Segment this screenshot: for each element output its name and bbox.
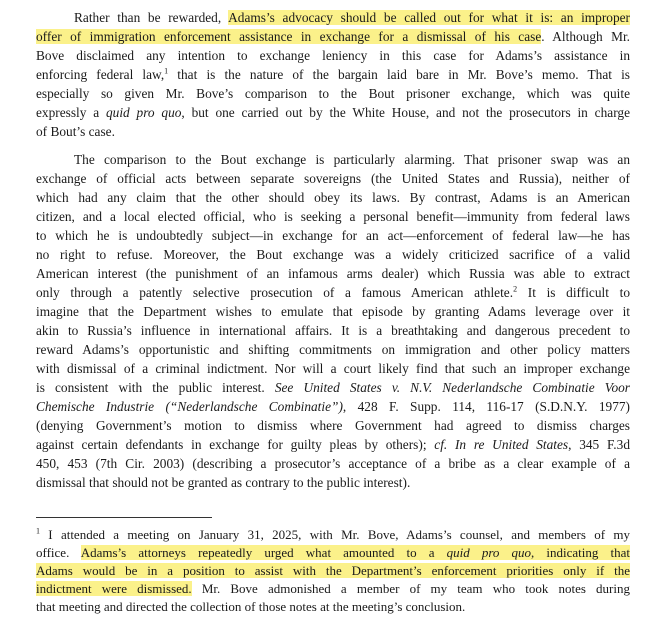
text-run: Mr. Bove admonished a member of my team who took notes during <box>191 581 630 596</box>
footnote-1-line-1 <box>36 526 630 544</box>
paragraph-1-line-6 <box>36 104 630 122</box>
text-run: , 345 F.3d <box>568 437 630 452</box>
paragraph-2-line-18 <box>36 474 630 492</box>
paragraph-2-line-7 <box>36 265 630 283</box>
footnote-separator <box>36 517 212 518</box>
text-run: , but one carried out by the White House, and not the prosecutors in charge <box>181 105 630 120</box>
paragraph-1-line-7 <box>36 123 630 141</box>
text-run: enforcing federal law, <box>36 67 165 82</box>
paragraph-2-line-13 <box>36 379 630 397</box>
paragraph-2-line-4 <box>36 208 630 226</box>
text-run: only through a patently selective prosecution of a famous American athlete. <box>36 285 514 300</box>
paragraph-2-line-5 <box>36 227 630 245</box>
footnote-1-line-5 <box>36 598 630 616</box>
footnote-ref: 2 <box>513 284 518 294</box>
text-run: Rather than be rewarded, <box>74 10 229 25</box>
highlighted-text: indictment were dismissed. <box>36 581 192 596</box>
paragraph-2-line-17 <box>36 455 630 473</box>
text-run: Adams’s attorneys repeatedly urged what amounted to a <box>80 545 447 560</box>
text-run: imagine that the Department wishes to emulate that episode by granting Adams leverage over it <box>36 304 630 319</box>
text-run: The comparison to the Bout exchange is particularly alarming. That prisoner swap was an <box>74 152 630 167</box>
footnote-1-line-2 <box>36 544 630 562</box>
footnote-marker: 1 <box>36 526 40 536</box>
text-run: , 428 F. Supp. 114, 116-17 (S.D.N.Y. 1977) <box>342 399 630 414</box>
text-run: no right to refuse. Moreover, the Bout exchange was a widely criticized sacrifice of a valid <box>36 247 630 262</box>
italic-text: cf. In re United States <box>434 437 569 452</box>
paragraph-2-line-1 <box>74 151 630 169</box>
paragraph-2-line-3 <box>36 189 630 207</box>
paragraph-2-line-14 <box>36 398 630 416</box>
paragraph-2-line-16 <box>36 436 630 454</box>
text-run: against certain defendants in exchange for guilty pleas by others); <box>36 437 435 452</box>
italic-text: Chemische Industrie (“Nederlandsche Combinatie”) <box>36 399 343 414</box>
footnote-1-line-4 <box>36 580 630 598</box>
paragraph-2-line-2 <box>36 170 630 188</box>
italic-text: quid pro quo <box>105 105 182 120</box>
text-run: with dismissal of a criminal indictment. Nor will a court likely find that such an improper exchange <box>36 361 630 376</box>
text-run: that meeting and directed the collection of those notes at the meeting’s conclusion. <box>36 599 466 614</box>
paragraph-2-line-9 <box>36 303 630 321</box>
text-run: reward Adams’s opportunistic and shifting commitments on immigration and other policy matters <box>36 342 630 357</box>
text-run: to which he is undoubtedly subject—in exchange for an act—enforcement of federal law—he has <box>36 228 630 243</box>
text-run: citizen, and a local elected official, who is seeking a personal benefit—immunity from federal laws <box>36 209 630 224</box>
paragraph-2-line-11 <box>36 341 630 359</box>
footnote-ref: 1 <box>164 66 169 76</box>
italic-text: quid pro quo <box>446 545 532 560</box>
text-run: dismissal that should not be granted as contrary to the public interest). <box>36 475 411 490</box>
paragraph-2-line-6 <box>36 246 630 264</box>
paragraph-2-line-8 <box>36 284 630 302</box>
paragraph-1-line-2 <box>36 28 630 46</box>
text-run: , indicating that <box>531 545 630 560</box>
paragraph-1-line-3 <box>36 47 630 65</box>
paragraph-1-line-4 <box>36 66 630 84</box>
text-run: Bove disclaimed any intention to exchange leniency in this case for Adams’s assistance in <box>36 48 630 63</box>
text-run: expressly a <box>36 105 106 120</box>
paragraph-2-line-15 <box>36 417 630 435</box>
text-run: that is the nature of the bargain laid bare in Mr. Bove’s memo. That is <box>168 67 630 82</box>
paragraph-2-line-12 <box>36 360 630 378</box>
text-run: . Although Mr. <box>541 29 630 44</box>
text-run: exchange of official acts between separate sovereigns (the United States and Russia), neither of <box>36 171 630 186</box>
highlighted-text: Adams’s advocacy should be called out for what it is: an improper <box>228 10 630 25</box>
highlighted-text <box>81 545 630 560</box>
footnote-1-line-3 <box>36 562 630 580</box>
paragraph-2-line-10 <box>36 322 630 340</box>
text-run: I attended a meeting on January 31, 2025, with Mr. Bove, Adams’s counsel, and members of my <box>40 527 630 542</box>
text-run: It is difficult to <box>517 285 630 300</box>
text-run: office. <box>36 545 81 560</box>
text-run: 450, 453 (7th Cir. 2003) (describing a prosecutor’s acceptance of a bribe as a clear example of a <box>36 456 630 471</box>
paragraph-1-line-5 <box>36 85 630 103</box>
text-run: akin to Russia’s influence in international affairs. It is a breathtaking and dangerous precedent to <box>36 323 630 338</box>
text-run: which had any claim that the other should obey its laws. By contrast, Adams is an American <box>36 190 630 205</box>
paragraph-1-line-1 <box>74 9 630 27</box>
highlighted-text: Adams would be in a position to assist with the Department’s enforcement priorities only if the <box>36 563 630 578</box>
text-run: American interest (the punishment of an infamous arms dealer) which Russia was able to extract <box>36 266 630 281</box>
highlighted-text: offer of immigration enforcement assistance in exchange for a dismissal of his case <box>36 29 542 44</box>
text-run: is consistent with the public interest. <box>36 380 275 395</box>
text-run: especially so given Mr. Bove’s comparison to the Bout prisoner exchange, which was quite <box>36 86 630 101</box>
text-run: (denying Government’s motion to dismiss where Government had agreed to dismiss charges <box>36 418 630 433</box>
text-run: of Bout’s case. <box>36 124 115 139</box>
italic-text: See United States v. N.V. Nederlandsche Combinatie Voor <box>274 380 630 395</box>
